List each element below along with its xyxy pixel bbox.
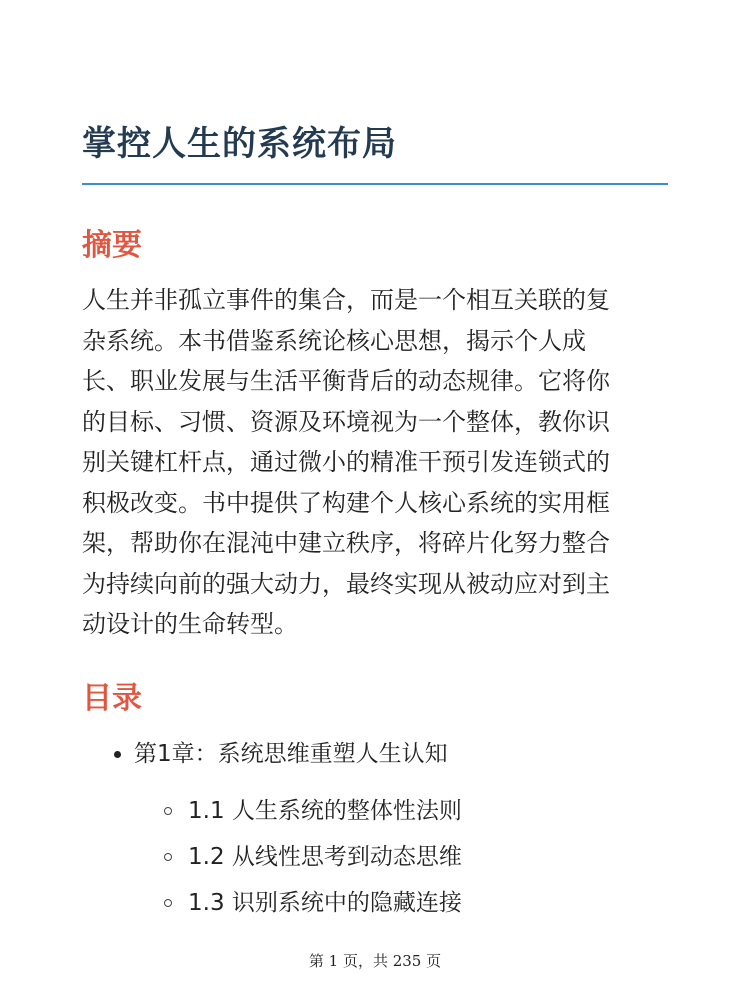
toc-section-1-1[interactable]: 1.1 人生系统的整体性法则: [188, 798, 462, 824]
toc-section-1-2[interactable]: 1.2 从线性思考到动态思维: [188, 844, 462, 870]
document-title: 掌控人生的系统布局: [82, 124, 397, 164]
abstract-line: 动设计的生命转型。: [82, 610, 298, 638]
abstract-line: 的目标、习惯、资源及环境视为一个整体，教你识: [82, 407, 610, 436]
abstract-line: 为持续向前的强大动力，最终实现从被动应对到主: [82, 569, 610, 598]
circle-bullet-icon: [164, 899, 172, 907]
page-number-footer: 第 1 页，共 235 页: [308, 952, 442, 970]
circle-bullet-icon: [164, 807, 172, 815]
toc-section-1-3[interactable]: 1.3 识别系统中的隐藏连接: [188, 890, 462, 916]
abstract-line: 积极改变。书中提供了构建个人核心系统的实用框: [82, 488, 610, 517]
bullet-icon: [114, 751, 121, 758]
abstract-paragraph: [82, 280, 668, 645]
title-divider: [82, 183, 668, 185]
abstract-line: 架，帮助你在混沌中建立秩序，将碎片化努力整合: [82, 529, 610, 557]
toc-heading: 目录: [82, 681, 142, 716]
abstract-line: 长、职业发展与生活平衡背后的动态规律。它将你: [82, 367, 610, 395]
abstract-line: 杂系统。本书借鉴系统论核心思想，揭示个人成: [82, 326, 586, 355]
toc-chapter-1[interactable]: 第1章：系统思维重塑人生认知: [134, 741, 448, 767]
circle-bullet-icon: [164, 853, 172, 861]
abstract-line: 别关键杠杆点，通过微小的精准干预引发连锁式的: [82, 448, 610, 476]
abstract-heading: 摘要: [82, 228, 142, 263]
abstract-line: 人生并非孤立事件的集合，而是一个相互关联的复: [82, 286, 610, 314]
